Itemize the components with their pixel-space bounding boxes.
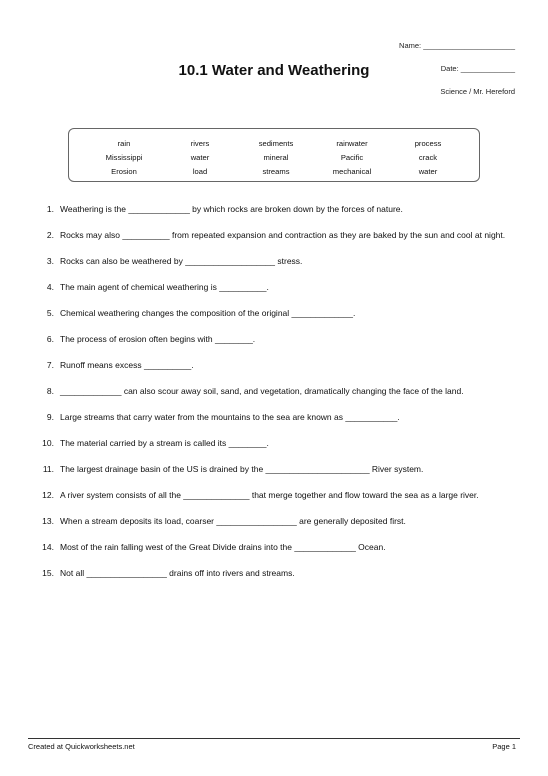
word-bank-term: water: [190, 152, 210, 162]
question-item: [32, 330, 522, 349]
question-text: The largest drainage basin of the US is drained by the ______________________ River system.: [60, 464, 424, 474]
word-bank-term: Erosion: [111, 166, 137, 176]
word-bank-term: streams: [262, 166, 290, 176]
question-number: 10.: [42, 438, 54, 448]
word-bank-term: rivers: [190, 138, 210, 148]
question-item: [32, 512, 522, 531]
question-text: Not all _________________ drains off into rivers and streams.: [60, 568, 295, 578]
question-item: [32, 564, 522, 583]
question-number: 6.: [46, 334, 54, 344]
question-number: 9.: [46, 412, 54, 422]
question-number: 14.: [42, 542, 54, 552]
page-number: Page 1: [492, 742, 516, 751]
question-number: 11.: [42, 464, 54, 474]
question-text: Large streams that carry water from the mountains to the sea are known as ___________.: [60, 412, 400, 422]
question-text: The material carried by a stream is called its ________.: [60, 438, 269, 448]
question-number: 2.: [46, 230, 54, 240]
word-bank-term: rain: [117, 138, 131, 148]
question-text: The process of erosion often begins with ________.: [60, 334, 256, 344]
word-bank-term: Pacific: [340, 152, 364, 162]
question-item: [32, 200, 522, 219]
question-item: [32, 382, 522, 401]
question-number: 3.: [46, 256, 54, 266]
question-number: 4.: [46, 282, 54, 292]
question-item: [32, 226, 522, 245]
word-bank-term: mineral: [263, 152, 289, 162]
footer-divider: [28, 738, 520, 739]
question-item: [32, 408, 522, 427]
word-bank-row: [69, 164, 479, 178]
word-bank-term: water: [418, 166, 438, 176]
word-bank-term: crack: [418, 152, 438, 162]
word-bank-term: Mississippi: [105, 152, 143, 162]
question-item: [32, 538, 522, 557]
question-item: [32, 278, 522, 297]
question-item: [32, 486, 522, 505]
question-item: [32, 356, 522, 375]
word-bank-row: [69, 150, 479, 164]
date-line: Date: _____________: [440, 64, 515, 73]
question-item: [32, 252, 522, 271]
question-text: Rocks may also __________ from repeated expansion and contraction as they are baked by the sun and cool at night.: [60, 230, 506, 240]
question-text: When a stream deposits its load, coarser _________________ are generally deposited first.: [60, 516, 406, 526]
word-bank-term: process: [414, 138, 442, 148]
word-bank-term: rainwater: [336, 138, 368, 148]
course-label: Science / Mr. Hereford: [440, 87, 515, 96]
question-item: [32, 304, 522, 323]
word-bank: [68, 128, 480, 182]
question-text: Weathering is the _____________ by which rocks are broken down by the forces of nature.: [60, 204, 403, 214]
page-title: 10.1 Water and Weathering: [178, 62, 370, 79]
question-item: [32, 434, 522, 453]
word-bank-term: sediments: [258, 138, 294, 148]
question-text: _____________ can also scour away soil, sand, and vegetation, dramatically changing the face of the land.: [60, 386, 464, 396]
question-number: 15.: [42, 568, 54, 578]
question-number: 8.: [46, 386, 54, 396]
footer-credit: Created at Quickworksheets.net: [28, 742, 135, 751]
word-bank-row: [69, 136, 479, 150]
name-line: Name: ______________________: [399, 41, 515, 50]
question-text: Rocks can also be weathered by ___________________ stress.: [60, 256, 303, 266]
question-text: Most of the rain falling west of the Great Divide drains into the _____________ Ocean.: [60, 542, 386, 552]
question-number: 12.: [42, 490, 54, 500]
question-text: Chemical weathering changes the composition of the original _____________.: [60, 308, 356, 318]
question-number: 1.: [46, 204, 54, 214]
question-number: 5.: [46, 308, 54, 318]
question-item: [32, 460, 522, 479]
question-number: 13.: [42, 516, 54, 526]
question-text: A river system consists of all the ______________ that merge together and flow toward the sea as a large river.: [60, 490, 479, 500]
question-list: [32, 200, 522, 590]
word-bank-term: mechanical: [332, 166, 372, 176]
question-text: Runoff means excess __________.: [60, 360, 194, 370]
question-number: 7.: [46, 360, 54, 370]
question-text: The main agent of chemical weathering is __________.: [60, 282, 269, 292]
word-bank-term: load: [192, 166, 208, 176]
